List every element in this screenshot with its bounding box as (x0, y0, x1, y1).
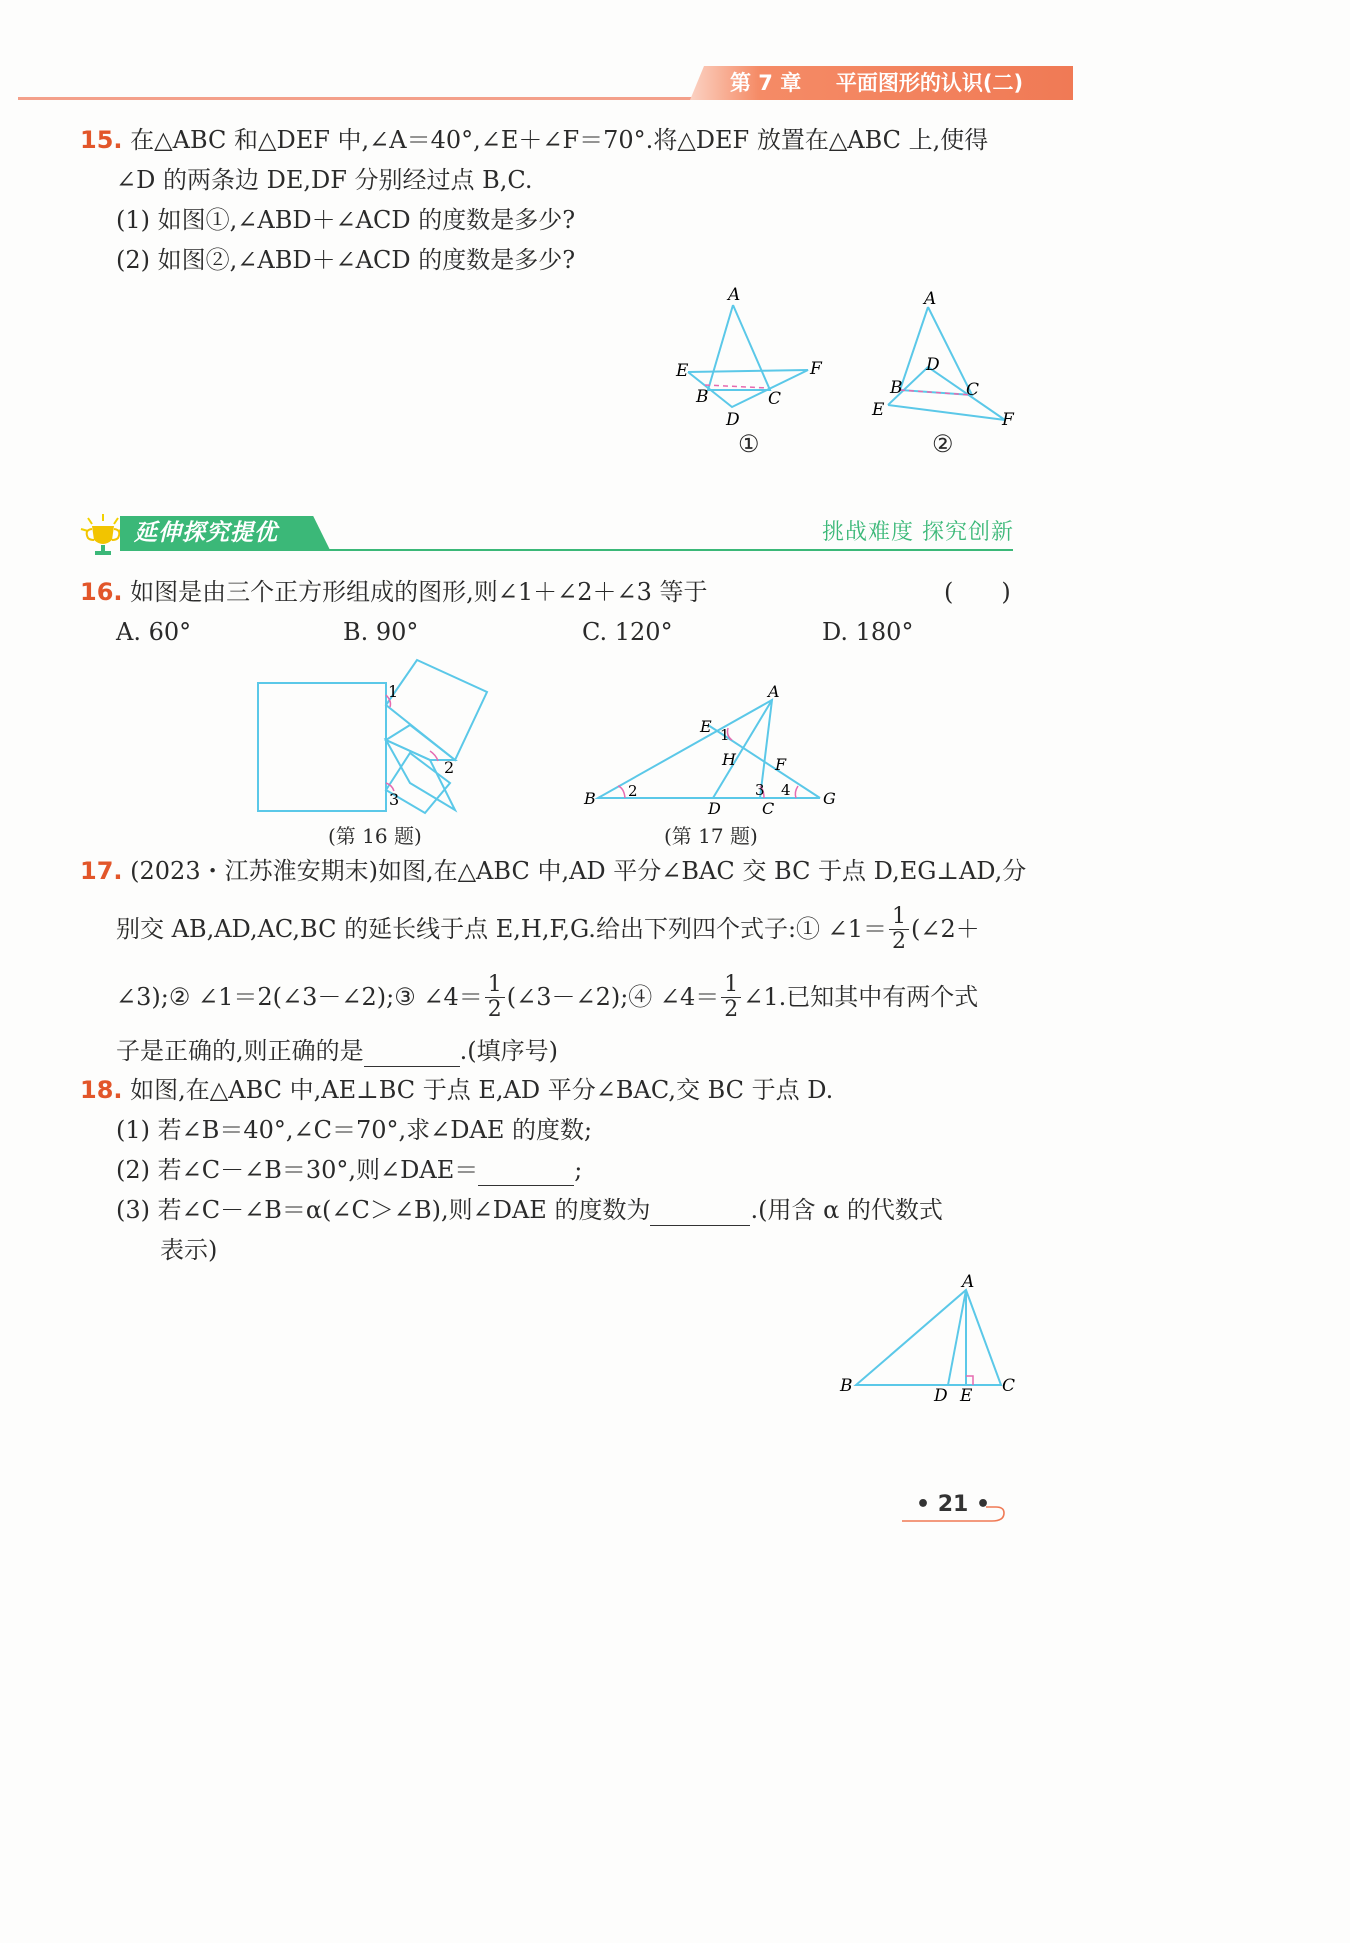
q18-text2a: (2) 若∠C－∠B＝30°,则∠DAE＝ (116, 1156, 479, 1184)
q15-sub1: (1) 如图①,∠ABD＋∠ACD 的度数是多少? (116, 206, 576, 234)
frac-den: 2 (724, 996, 739, 1022)
q17-label-H: H (722, 750, 736, 769)
q17-label-G: G (823, 789, 836, 808)
q16-option-b: B. 90° (343, 618, 419, 646)
page-number: • 21 • (916, 1492, 991, 1517)
q16-text: 如图是由三个正方形组成的图形,则∠1＋∠2＋∠3 等于 (130, 578, 708, 606)
fig1-label-E: E (676, 361, 689, 381)
fig1-label-D: D (726, 410, 740, 430)
fig2-label-B: B (890, 378, 903, 398)
q15-text1: 在△ABC 和△DEF 中,∠A＝40°,∠E＋∠F＝70°.将△DEF 放置在△ABC 上,使得 (130, 126, 989, 154)
q15-number: 15. (80, 126, 123, 154)
frac-num: 1 (485, 973, 505, 998)
q15-line1 (80, 124, 988, 156)
q16-option-a: A. 60° (116, 618, 192, 646)
chapter-number: 第 7 章 (730, 71, 802, 95)
q18-label-C: C (1002, 1376, 1016, 1396)
frac-den: 2 (487, 996, 502, 1022)
q18-label-B: B (840, 1376, 853, 1396)
frac-num: 1 (721, 973, 741, 998)
fig2-label-E: E (872, 400, 885, 420)
q17-angle-4: 4 (781, 781, 791, 799)
q17-label-C: C (762, 799, 775, 818)
q17-angle-1: 1 (720, 726, 730, 744)
fig1-label-B: B (696, 387, 709, 407)
q18-sub2 (116, 1154, 582, 1186)
chapter-name: 平面图形的认识(二) (835, 71, 1024, 95)
q16-option-d: D. 180° (822, 618, 914, 646)
fig2-label-C: C (966, 380, 980, 400)
section-title: 延伸探究提优 (134, 520, 278, 546)
q18-text2b: ; (574, 1156, 583, 1184)
q17-text2b: (∠2＋ (911, 915, 980, 943)
fig2-label-D: D (926, 355, 940, 375)
frac-den: 2 (892, 928, 907, 954)
q16-line (80, 576, 708, 608)
q17-label-D: D (708, 799, 721, 818)
q17-number: 17. (80, 857, 123, 885)
q17-text2a: 别交 AB,AD,AC,BC 的延长线于点 E,H,F,G.给出下列四个式子:① ∠1＝ (116, 915, 888, 943)
q16-number: 16. (80, 578, 123, 606)
q18-text3b: .(用含 α 的代数式 (750, 1196, 943, 1224)
q18-sub3 (116, 1194, 943, 1226)
q18-text3a: (3) 若∠C－∠B＝α(∠C＞∠B),则∠DAE 的度数为 (116, 1196, 651, 1224)
q18-number: 18. (80, 1076, 123, 1104)
fig1-label-A: A (728, 285, 741, 305)
q17-line2 (116, 902, 980, 956)
q18-label-D: D (934, 1386, 948, 1406)
q16-angle-3: 3 (389, 790, 400, 809)
chapter-title (730, 67, 1023, 99)
q17-line3 (116, 970, 978, 1024)
frac-num: 1 (889, 905, 909, 930)
q18-figure (836, 1270, 1026, 1410)
q15-fig2-label: ② (932, 430, 954, 458)
page-curl-icon (900, 1505, 1010, 1525)
section-rule (120, 549, 1013, 551)
q16-figure (250, 655, 500, 820)
q17-fraction-2 (485, 973, 505, 1022)
q18-label-E: E (960, 1386, 973, 1406)
q17-line4 (116, 1035, 558, 1067)
q17-fraction-1 (889, 905, 909, 954)
q16-answer-paren: ( ) (944, 578, 1011, 606)
q16-angle-2: 2 (444, 758, 455, 777)
q15-fig1-label: ① (738, 430, 760, 458)
q16-caption: (第 16 题) (328, 824, 422, 848)
q17-label-E: E (700, 717, 712, 736)
fig2-label-A: A (924, 289, 937, 309)
q18-answer-blank-3[interactable] (650, 1199, 750, 1226)
q18-sub1: (1) 若∠B＝40°,∠C＝70°,求∠DAE 的度数; (116, 1116, 593, 1144)
q17-text3b: (∠3－∠2);④ ∠4＝ (506, 983, 720, 1011)
fig2-label-F: F (1002, 410, 1014, 430)
q17-text3a: ∠3);② ∠1＝2(∠3－∠2);③ ∠4＝ (116, 983, 483, 1011)
q17-line1 (80, 855, 1026, 887)
q18-label-A: A (962, 1272, 975, 1292)
section-tagline: 挑战难度 探究创新 (822, 520, 1014, 545)
q17-angle-2: 2 (628, 782, 638, 800)
q17-caption: (第 17 题) (664, 824, 758, 848)
q17-text1: (2023・江苏淮安期末)如图,在△ABC 中,AD 平分∠BAC 交 BC 于点 D,EG⊥AD,分 (130, 857, 1027, 885)
q17-text4a: 子是正确的,则正确的是 (116, 1037, 364, 1065)
q17-figure (580, 680, 850, 825)
q17-fraction-3 (721, 973, 741, 1022)
q17-label-F: F (775, 755, 787, 774)
q17-text4b: .(填序号) (459, 1037, 558, 1065)
q17-label-B: B (584, 789, 596, 808)
q15-sub2: (2) 如图②,∠ABD＋∠ACD 的度数是多少? (116, 246, 576, 274)
q16-angle-1: 1 (388, 682, 399, 701)
q17-text3c: ∠1.已知其中有两个式 (743, 983, 979, 1011)
q18-text1: 如图,在△ABC 中,AE⊥BC 于点 E,AD 平分∠BAC,交 BC 于点 D. (130, 1076, 834, 1104)
q18-line1 (80, 1074, 833, 1106)
q15-line2: ∠D 的两条边 DE,DF 分别经过点 B,C. (116, 166, 533, 194)
q15-figure-2 (860, 285, 1030, 445)
q18-answer-blank-2[interactable] (478, 1159, 574, 1186)
q17-answer-blank[interactable] (364, 1040, 460, 1067)
q18-sub3-cont: 表示) (160, 1236, 218, 1264)
q17-label-A: A (768, 682, 780, 701)
q16-option-c: C. 120° (582, 618, 673, 646)
q17-angle-3: 3 (755, 781, 765, 799)
fig1-label-C: C (768, 389, 782, 409)
fig1-label-F: F (810, 359, 822, 379)
